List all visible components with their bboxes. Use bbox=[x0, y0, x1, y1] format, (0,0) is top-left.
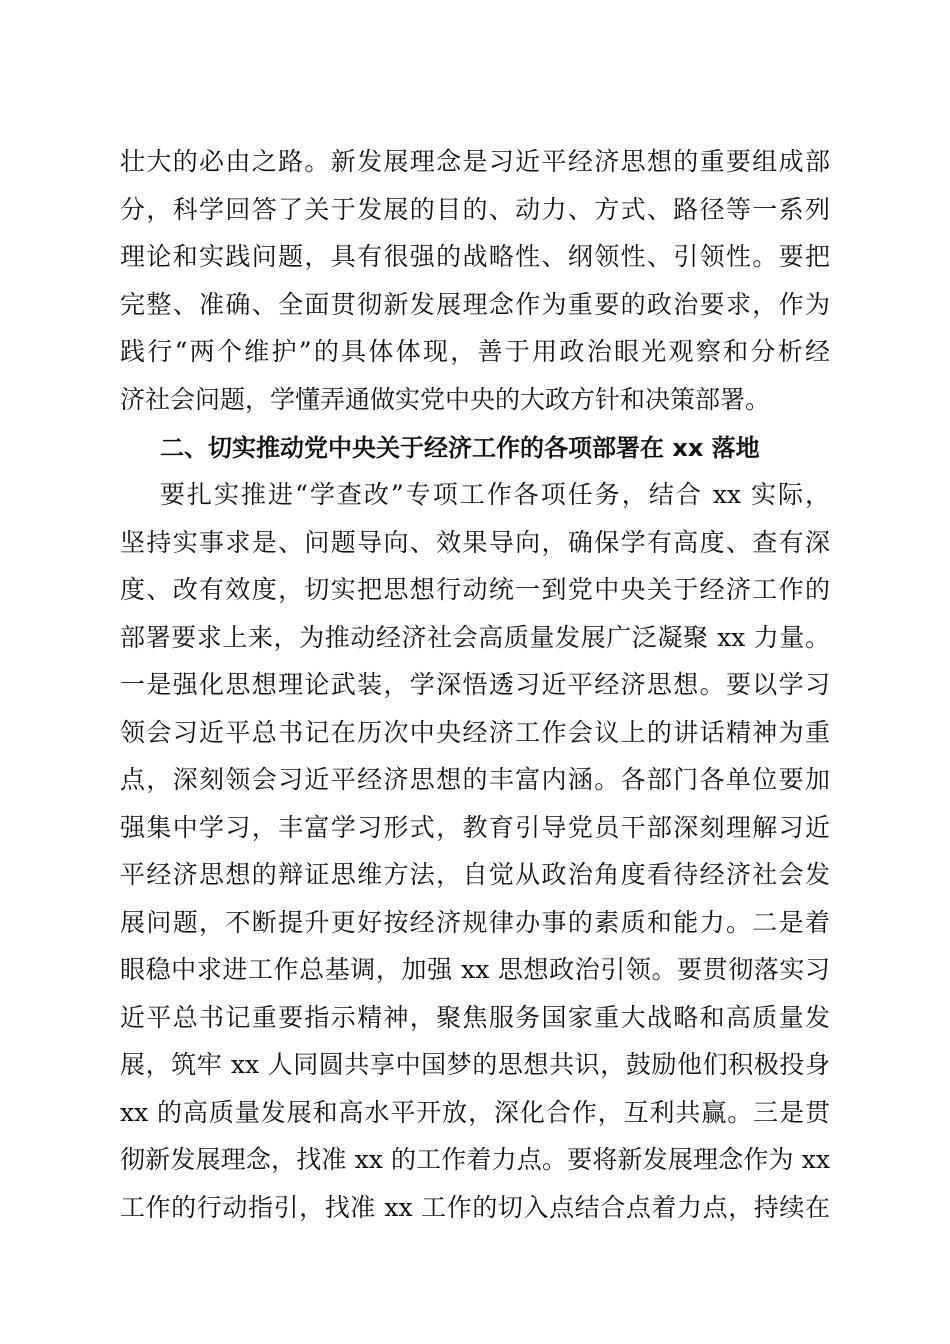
paragraph-1-line-4: 完整、准确、全面贯彻新发展理念作为重要的政治要求，作为 bbox=[120, 290, 830, 319]
paragraph-1-line-6: 济社会问题，学懂弄通做实党中央的大政方针和决策部署。 bbox=[120, 385, 771, 414]
paragraph-2-line-1: 要扎实推进“学查改”专项工作各项任务，结合 xx 实际， bbox=[160, 480, 830, 509]
paragraph-1-line-5: 践行“两个维护”的具体体现，善于用政治眼光观察和分析经 bbox=[120, 337, 830, 366]
paragraph-2-line-14: xx 的高质量发展和高水平开放，深化合作，互利共赢。三是贯 bbox=[120, 1098, 830, 1127]
paragraph-2-line-10: 展问题，不断提升更好按经济规律办事的素质和能力。二是着 bbox=[120, 908, 830, 937]
paragraph-1-line-3: 理论和实践问题，具有很强的战略性、纲领性、引领性。要把 bbox=[120, 242, 830, 271]
paragraph-2-line-3: 度、改有效度，切实把思想行动统一到党中央关于经济工作的 bbox=[120, 575, 830, 604]
paragraph-2-line-6: 领会习近平总书记在历次中央经济工作会议上的讲话精神为重 bbox=[120, 718, 830, 747]
paragraph-2-line-11: 眼稳中求进工作总基调，加强 xx 思想政治引领。要贯彻落实习 bbox=[120, 955, 830, 984]
paragraph-1-line-1: 壮大的必由之路。新发展理念是习近平经济思想的重要组成部 bbox=[120, 147, 830, 176]
paragraph-1-line-2: 分，科学回答了关于发展的目的、动力、方式、路径等一系列 bbox=[120, 195, 830, 224]
paragraph-2-line-9: 平经济思想的辩证思维方法，自觉从政治角度看待经济社会发 bbox=[120, 860, 830, 889]
paragraph-2-line-4: 部署要求上来，为推动经济社会高质量发展广泛凝聚 xx 力量。 bbox=[120, 623, 830, 652]
paragraph-2-line-8: 强集中学习，丰富学习形式，教育引导党员干部深刻理解习近 bbox=[120, 813, 830, 842]
paragraph-2-line-15: 彻新发展理念，找准 xx 的工作着力点。要将新发展理念作为 xx bbox=[120, 1145, 830, 1174]
paragraph-2-line-13: 展，筑牢 xx 人同圆共享中国梦的思想共识，鼓励他们积极投身 bbox=[120, 1050, 830, 1079]
paragraph-2-line-7: 点，深刻领会习近平经济思想的丰富内涵。各部门各单位要加 bbox=[120, 765, 830, 794]
paragraph-2-line-12: 近平总书记重要指示精神，聚焦服务国家重大战略和高质量发 bbox=[120, 1003, 830, 1032]
paragraph-2-line-2: 坚持实事求是、问题导向、效果导向，确保学有高度、查有深 bbox=[120, 528, 830, 557]
paragraph-2-line-5: 一是强化思想理论武装，学深悟透习近平经济思想。要以学习 bbox=[120, 670, 830, 699]
section-heading-2: 二、切实推动党中央关于经济工作的各项部署在 xx 落地 bbox=[160, 434, 760, 462]
paragraph-2-line-16: 工作的行动指引，找准 xx 工作的切入点结合点着力点，持续在 bbox=[120, 1193, 830, 1222]
